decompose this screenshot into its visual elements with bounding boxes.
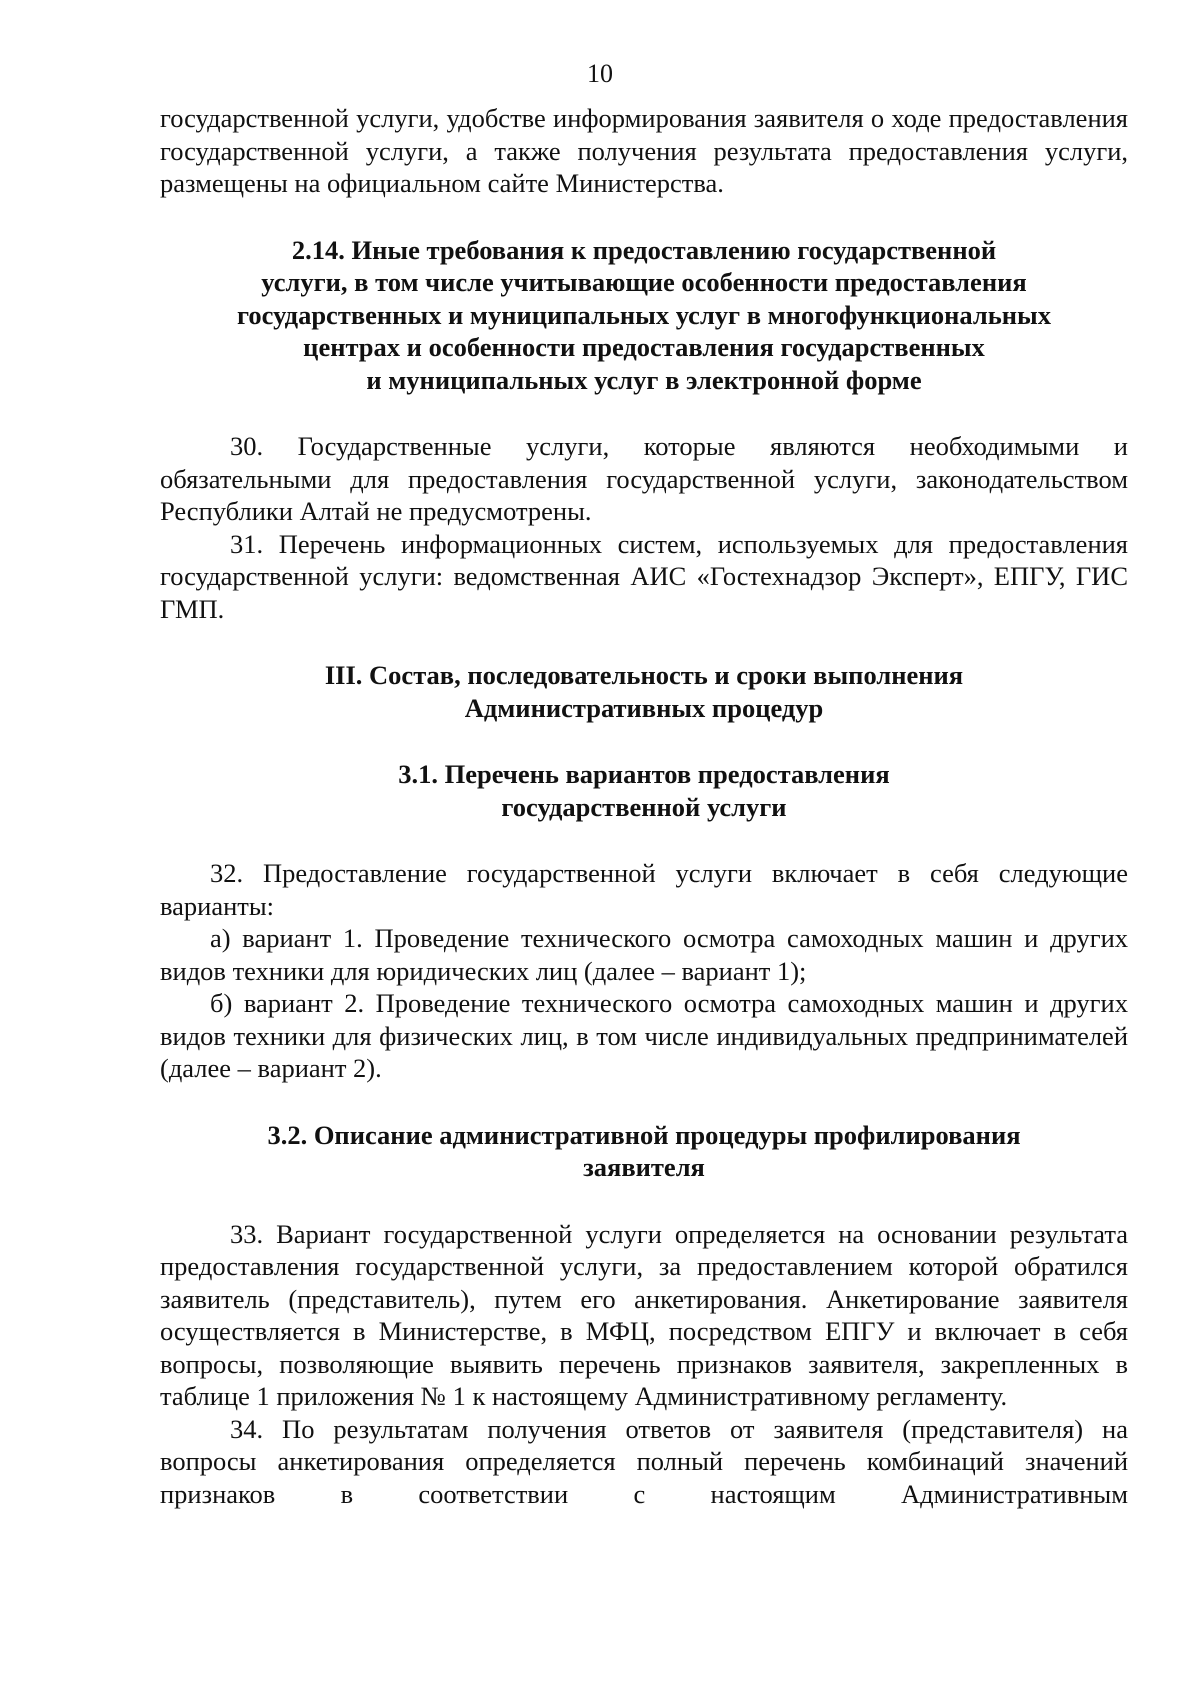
heading-line: и муниципальных услуг в электронной форме [366, 364, 922, 395]
heading-line: государственных и муниципальных услуг в многофункциональных [237, 299, 1051, 330]
heading-line: 3.1. Перечень вариантов предоставления [398, 759, 890, 789]
page-number: 10 [587, 59, 613, 88]
heading-line: услуги, в том числе учитывающие особенности предоставления [261, 267, 1027, 297]
page-content [160, 102, 1128, 1510]
heading-line: заявителя [583, 1152, 705, 1182]
heading-line: Административных процедур [464, 692, 824, 723]
heading-line: 3.2. Описание административной процедуры профилирования [267, 1119, 1021, 1150]
paragraph-34: 34. По результатам получения ответов от заявителя (представителя) на вопросы анкетирования определяется полный перечень комбинаций значений признаков в соответствии с настоящим Административным [160, 1413, 1128, 1509]
heading-section-III [160, 659, 1128, 724]
intro-paragraph: государственной услуги, удобстве информирования заявителя о ходе предоставления государственной услуги, а также получения результата предоставления услуги, размещены на официальном сайте Министерства. [160, 103, 1128, 198]
heading-line: III. Состав, последовательность и сроки выполнения [324, 660, 964, 690]
heading-line: 2.14. Иные требования к предоставлению государственной [291, 234, 997, 265]
heading-line: центрах и особенности предоставления государственных [303, 332, 985, 362]
heading-section-2-14 [160, 234, 1128, 397]
heading-section-3-2 [160, 1119, 1128, 1184]
list-item-a: а) вариант 1. Проведение технического осмотра самоходных машин и других видов техники для юридических лиц (далее – вариант 1); [160, 923, 1128, 986]
heading-section-3-1 [160, 758, 1128, 823]
paragraph-33: 33. Вариант государственной услуги определяется на основании результата предоставления государственной услуги, за предоставлением которой обратился заявитель (представитель), путем его анкетирования. Анкетирование заявителя осуществляется в Министерстве, в МФЦ, посредством ЕПГУ и включает в себя вопросы, позволяющие выявить перечень признаков заявителя, закрепленных в таблице 1 приложения № 1 к настоящему Административному регламенту. [160, 1218, 1128, 1411]
paragraph-30: 30. Государственные услуги, которые являются необходимыми и обязательными для предоставления государственной услуги, законодательством Республики Алтай не предусмотрены. [160, 431, 1128, 526]
list-item-b: б) вариант 2. Проведение технического осмотра самоходных машин и других видов техники для физических лиц, в том числе индивидуальных предпринимателей (далее – вариант 2). [160, 988, 1128, 1083]
heading-line: государственной услуги [501, 791, 787, 822]
paragraph-31: 31. Перечень информационных систем, используемых для предоставления государственной услуги: ведомственная АИС «Гостехнадзор Эксперт», ЕПГУ, ГИС ГМП. [160, 528, 1128, 624]
paragraph-32: 32. Предоставление государственной услуги включает в себя следующие варианты: [160, 858, 1128, 921]
